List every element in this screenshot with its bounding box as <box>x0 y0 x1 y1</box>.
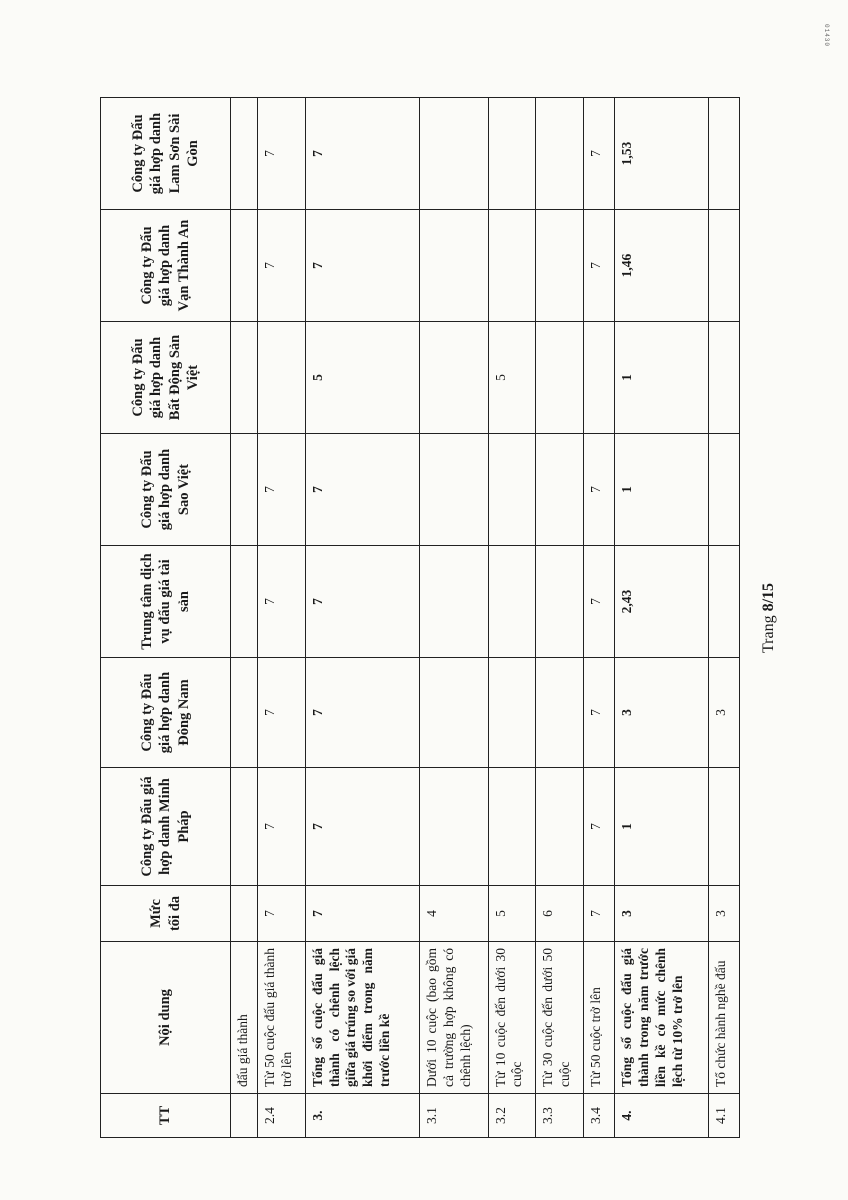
row-score <box>536 322 584 434</box>
row-score <box>419 98 488 210</box>
row-content: Dưới 10 cuộc (bao gồm cả trường hợp không có chênh lệch) <box>419 942 488 1094</box>
row-score: 7 <box>305 98 419 210</box>
header-company: Công ty Đấu giá hợp danh Đông Nam <box>101 658 231 768</box>
row-score <box>536 434 584 546</box>
row-score: 7 <box>584 768 615 886</box>
row-score <box>708 210 739 322</box>
row-score: 5 <box>305 322 419 434</box>
row-tt: 3.1 <box>419 1094 488 1138</box>
row-score: 1,46 <box>615 210 709 322</box>
evaluation-table <box>100 97 740 1138</box>
row-score: 7 <box>584 546 615 658</box>
table-row <box>419 98 488 1138</box>
row-content: Tổng số cuộc đấu giá thành trong năm trước liền kề có mức chênh lệch từ 10% trở lên <box>615 942 709 1094</box>
table-row <box>231 98 258 1138</box>
row-content: đấu giá thành <box>231 942 258 1094</box>
row-tt: 3.2 <box>488 1094 536 1138</box>
row-score <box>708 98 739 210</box>
row-content: Tổ chức hành nghề đấu <box>708 942 739 1094</box>
row-tt: 3. <box>305 1094 419 1138</box>
row-max-score <box>231 886 258 942</box>
row-score: 7 <box>584 434 615 546</box>
row-score <box>419 210 488 322</box>
table-row <box>305 98 419 1138</box>
row-score <box>488 658 536 768</box>
row-score: 1 <box>615 434 709 546</box>
table-row <box>488 98 536 1138</box>
row-content: Từ 30 cuộc đến dưới 50 cuộc <box>536 942 584 1094</box>
row-max-score: 4 <box>419 886 488 942</box>
row-score: 1 <box>615 322 709 434</box>
header-company: Công ty Đấu giá hợp danh Sao Việt <box>101 434 231 546</box>
row-score <box>257 322 305 434</box>
row-content: Từ 50 cuộc trở lên <box>584 942 615 1094</box>
row-score: 1 <box>615 768 709 886</box>
row-score <box>419 658 488 768</box>
table-row <box>584 98 615 1138</box>
table-row <box>257 98 305 1138</box>
row-score: 7 <box>305 546 419 658</box>
header-tt: TT <box>101 1094 231 1138</box>
row-score: 7 <box>257 98 305 210</box>
row-score: 7 <box>257 546 305 658</box>
row-content: Tổng số cuộc đấu giá thành có chênh lệch giữa giá trúng so với giá khởi điểm trong năm trước liền kề <box>305 942 419 1094</box>
row-score <box>488 546 536 658</box>
header-row <box>101 98 231 1138</box>
row-score <box>231 322 258 434</box>
row-score <box>231 546 258 658</box>
row-score: 7 <box>257 658 305 768</box>
row-score <box>488 768 536 886</box>
row-tt: 4. <box>615 1094 709 1138</box>
row-score <box>708 434 739 546</box>
row-score <box>231 658 258 768</box>
row-max-score: 6 <box>536 886 584 942</box>
row-score <box>708 768 739 886</box>
rotated-page <box>100 98 777 1138</box>
row-tt: 2.4 <box>257 1094 305 1138</box>
row-score: 7 <box>305 768 419 886</box>
row-score <box>231 434 258 546</box>
row-max-score: 3 <box>708 886 739 942</box>
row-max-score: 3 <box>615 886 709 942</box>
page-number-value: 8/15 <box>760 582 777 612</box>
row-score: 3 <box>708 658 739 768</box>
row-tt: 4.1 <box>708 1094 739 1138</box>
row-score: 2,43 <box>615 546 709 658</box>
row-score <box>708 322 739 434</box>
row-score: 7 <box>584 210 615 322</box>
header-company: Công ty Đấu giá hợp danh Vạn Thành An <box>101 210 231 322</box>
row-max-score: 7 <box>584 886 615 942</box>
row-score <box>536 210 584 322</box>
row-score <box>231 768 258 886</box>
row-score <box>419 434 488 546</box>
row-max-score: 7 <box>305 886 419 942</box>
row-score <box>419 546 488 658</box>
row-score <box>419 322 488 434</box>
page-number <box>760 538 778 698</box>
scan-code: 01430 <box>823 24 830 48</box>
header-company: Công ty Đấu giá hợp danh Minh Pháp <box>101 768 231 886</box>
table-row <box>536 98 584 1138</box>
row-score <box>536 768 584 886</box>
row-score <box>584 322 615 434</box>
row-score <box>488 210 536 322</box>
row-max-score: 5 <box>488 886 536 942</box>
row-score: 7 <box>584 658 615 768</box>
header-company: Công ty Đấu giá hợp danh Bất Động Sản Việt <box>101 322 231 434</box>
row-score <box>708 546 739 658</box>
row-tt <box>231 1094 258 1138</box>
row-tt: 3.3 <box>536 1094 584 1138</box>
table-row <box>615 98 709 1138</box>
header-max: Mức tối đa <box>101 886 231 942</box>
row-score <box>536 658 584 768</box>
row-score: 7 <box>584 98 615 210</box>
row-score: 7 <box>305 434 419 546</box>
row-score <box>488 434 536 546</box>
header-company: Công ty Đấu giá hợp danh Lam Sơn Sài Gòn <box>101 98 231 210</box>
page-number-prefix: Trang <box>760 611 777 654</box>
row-tt: 3.4 <box>584 1094 615 1138</box>
header-company: Trung tâm dịch vụ đấu giá tài sản <box>101 546 231 658</box>
row-score <box>419 768 488 886</box>
row-score: 5 <box>488 322 536 434</box>
row-content: Từ 50 cuộc đấu giá thành trở lên <box>257 942 305 1094</box>
row-score: 7 <box>305 210 419 322</box>
row-score <box>231 210 258 322</box>
row-max-score: 7 <box>257 886 305 942</box>
row-content: Từ 10 cuộc đến dưới 30 cuộc <box>488 942 536 1094</box>
row-score: 7 <box>305 658 419 768</box>
header-content: Nội dung <box>101 942 231 1094</box>
table-row <box>708 98 739 1138</box>
row-score <box>488 98 536 210</box>
row-score: 3 <box>615 658 709 768</box>
row-score: 1,53 <box>615 98 709 210</box>
row-score: 7 <box>257 768 305 886</box>
row-score <box>536 546 584 658</box>
row-score: 7 <box>257 434 305 546</box>
row-score <box>536 98 584 210</box>
row-score <box>231 98 258 210</box>
row-score: 7 <box>257 210 305 322</box>
